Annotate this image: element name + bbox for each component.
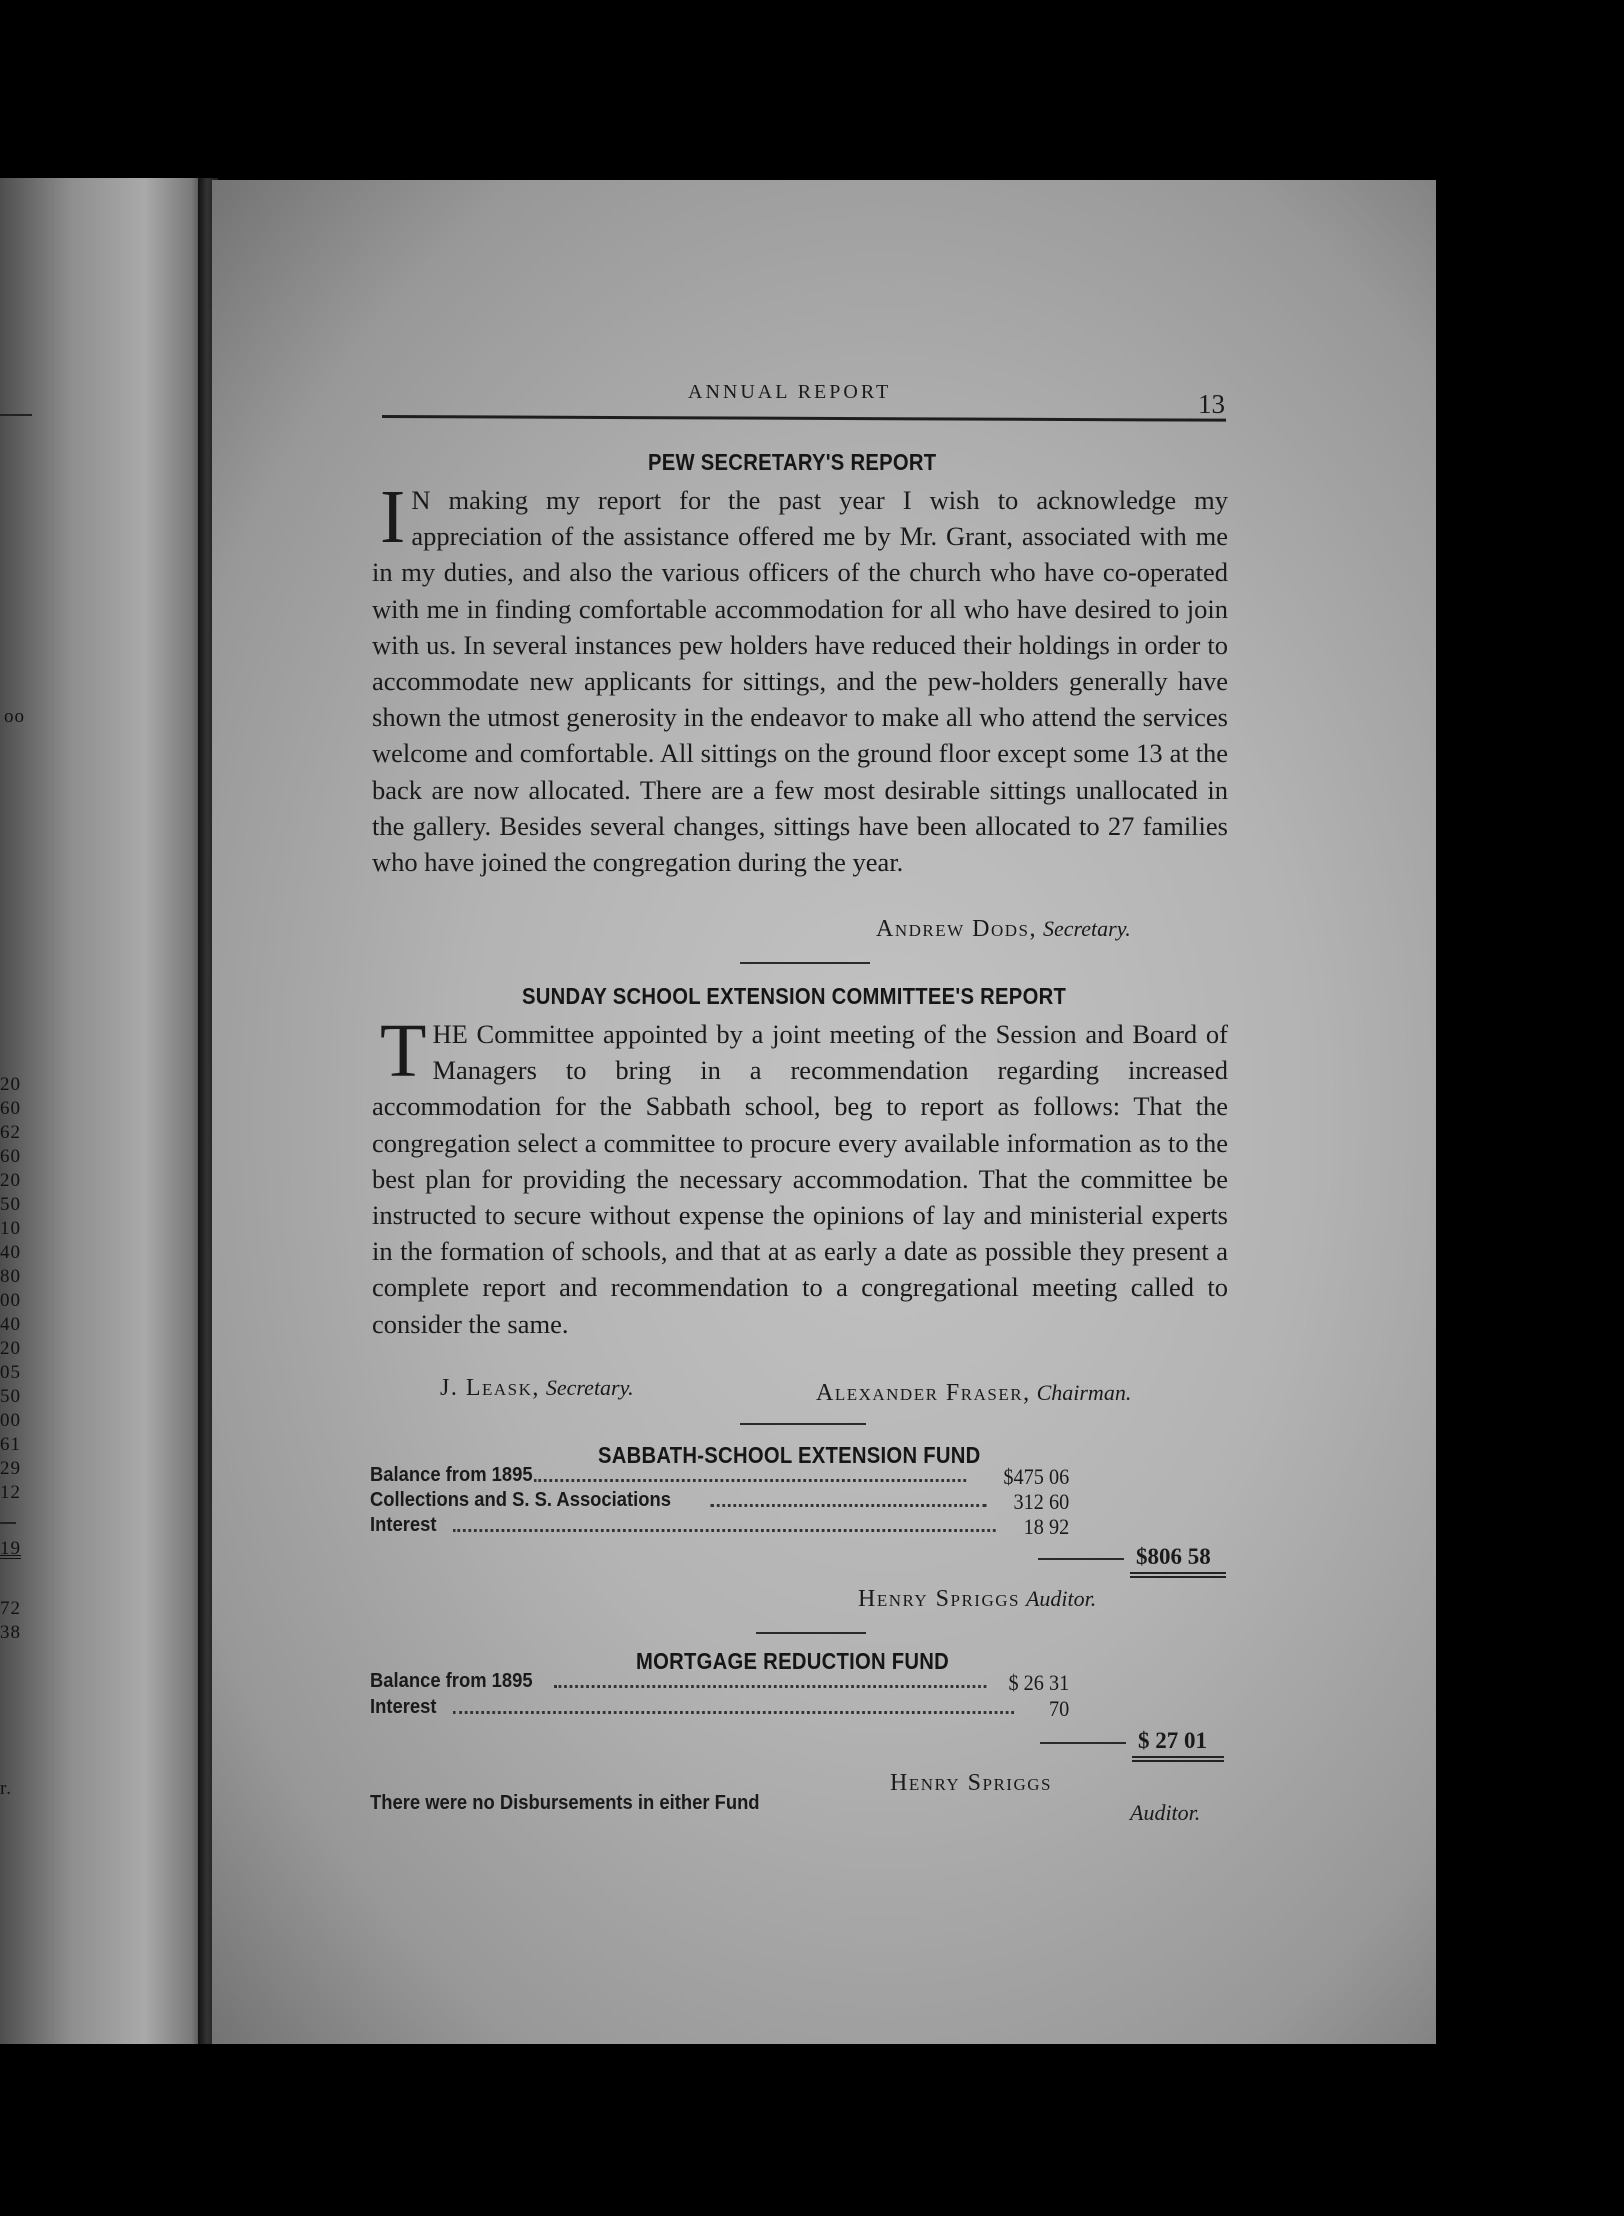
sunday-school-report-title: SUNDAY SCHOOL EXTENSION COMMITTEE'S REPORT (522, 983, 1067, 1009)
page-number: 13 (1198, 389, 1225, 419)
section-divider (756, 1632, 866, 1634)
previous-page-fragment: 05 (0, 1362, 21, 1383)
pew-report-body (372, 475, 1228, 880)
previous-page-fragment: 10 (0, 1218, 21, 1239)
previous-page-fragment: 40 (0, 1242, 21, 1263)
running-title: ANNUAL REPORT (688, 381, 892, 403)
extension-auditor-signature (858, 1586, 1096, 1613)
previous-page-fragment: r. (0, 1778, 13, 1799)
leader-dots (453, 1696, 1014, 1714)
previous-page-fragment: 00 (0, 1290, 21, 1311)
previous-page-fragment: 19 (0, 1538, 21, 1559)
secretary-signature (440, 1375, 634, 1402)
chairman-name: Alexander Fraser, (816, 1380, 1031, 1406)
fund-row-amount: $475 06 (1003, 1464, 1070, 1489)
fund-row (370, 1670, 1069, 1696)
previous-page-fragment: 50 (0, 1194, 21, 1215)
fund-row (370, 1696, 1069, 1722)
chairman-role: Chairman. (1036, 1380, 1132, 1405)
mortgage-auditor-role (1130, 1800, 1200, 1827)
section-divider (740, 1423, 866, 1425)
fund-row-label: Interest (370, 1514, 437, 1536)
signer-name: Andrew Dods, (876, 916, 1037, 942)
fund-row-label: Balance from 1895 (370, 1464, 533, 1486)
previous-page-rule (0, 414, 32, 416)
previous-page-fragment: 80 (0, 1266, 21, 1287)
mortgage-auditor-name (890, 1770, 1052, 1797)
extension-fund-total: $806 58 (1136, 1544, 1211, 1569)
previous-page-fragment: oo (4, 706, 25, 727)
fund-row-label: Collections and S. S. Associations (370, 1489, 671, 1511)
previous-page-fragment: 38 (0, 1622, 21, 1643)
sunday-school-report-text: HE Committee appointed by a joint meeting of the Session and Board of Managers to bring in a recommendation regarding increased accommodation for the Sabbath school, beg to report as follows: That the congregation select a committee to procure every available information as to the best plan for providing the necessary accommodation. That the committee be instructed to secure without expense the opinions of lay and ministerial experts in the formation of schools, and that at as early a date as possible they present a complete report and recommendation to a congregational meeting called to consider the same. (372, 1019, 1228, 1339)
previous-page-fragment: 72 (0, 1598, 21, 1619)
mortgage-fund-title: MORTGAGE REDUCTION FUND (636, 1648, 950, 1674)
previous-page-fragment: 20 (0, 1170, 21, 1191)
previous-page-fragment: 60 (0, 1146, 21, 1167)
auditor-name: Henry Spriggs (890, 1770, 1052, 1796)
chairman-signature (816, 1380, 1131, 1407)
total-rule (1038, 1558, 1124, 1560)
previous-page-fragment: 61 (0, 1434, 21, 1455)
pew-report-text: N making my report for the past year I wish to acknowledge my appreciation of the assistance offered me by Mr. Grant, associated with me in my duties, and also the various officers of the church who have co-operated with me in finding comfortable accommodation for all who have desired to join with us. In several instances pew holders have reduced their holdings in order to accommodate new applicants for sittings, and the pew-holders generally have shown the utmost generosity in the endeavor to make all who attend the services welcome and comfortable. All sittings on the ground floor except some 13 at the back are now allocated. There are a few most desirable sittings unallocated in the gallery. Besides several changes, sittings have been allocated to 27 families who have joined the congregation during the year. (372, 485, 1228, 878)
pew-report-signature (876, 916, 1131, 943)
extension-fund-title: SABBATH-SCHOOL EXTENSION FUND (598, 1442, 981, 1468)
section-divider (740, 962, 870, 964)
leader-dots (453, 1514, 996, 1532)
fund-row (370, 1489, 1069, 1515)
sunday-school-report-body (372, 1009, 1228, 1342)
previous-page-edge (0, 178, 206, 2044)
auditor-role: Auditor. (1130, 1800, 1201, 1825)
fund-row (370, 1514, 1069, 1540)
total-double-underline (1130, 1572, 1226, 1578)
fund-row-amount: 312 60 (1013, 1489, 1070, 1514)
drop-cap: T (380, 1009, 427, 1093)
mortgage-fund-total: $ 27 01 (1138, 1728, 1207, 1753)
drop-cap: I (380, 475, 406, 559)
leader-dots (534, 1464, 966, 1482)
previous-page-fragment: 12 (0, 1482, 21, 1503)
previous-page-fragment: 20 (0, 1074, 21, 1095)
previous-page-fragment: 60 (0, 1098, 21, 1119)
previous-page-rule (0, 1522, 16, 1524)
auditor-role: Auditor. (1025, 1586, 1097, 1611)
fund-row-label: Interest (370, 1696, 437, 1718)
total-double-underline (1132, 1756, 1224, 1762)
previous-page-fragment: 50 (0, 1386, 21, 1407)
previous-page-fragment: 00 (0, 1410, 21, 1431)
signer-role: Secretary. (1043, 916, 1131, 941)
previous-page-fragment: 40 (0, 1314, 21, 1335)
fund-row-amount: 70 (1048, 1696, 1070, 1721)
fund-row-amount: $ 26 31 (1008, 1670, 1070, 1695)
leader-dots (710, 1489, 986, 1507)
total-rule (1040, 1742, 1126, 1744)
fund-row (370, 1464, 1069, 1490)
secretary-name: J. Leask, (440, 1375, 540, 1401)
leader-dots (554, 1670, 986, 1688)
fund-row-amount: 18 92 (1023, 1514, 1070, 1539)
previous-page-fragment: 20 (0, 1338, 21, 1359)
previous-page-fragment: 62 (0, 1122, 21, 1143)
auditor-name: Henry Spriggs (858, 1586, 1020, 1612)
closing-note: There were no Disbursements in either Fund (370, 1792, 760, 1814)
pew-report-title: PEW SECRETARY'S REPORT (648, 449, 937, 475)
secretary-role: Secretary. (545, 1375, 634, 1400)
fund-row-label: Balance from 1895 (370, 1670, 533, 1692)
previous-page-fragment: 29 (0, 1458, 21, 1479)
